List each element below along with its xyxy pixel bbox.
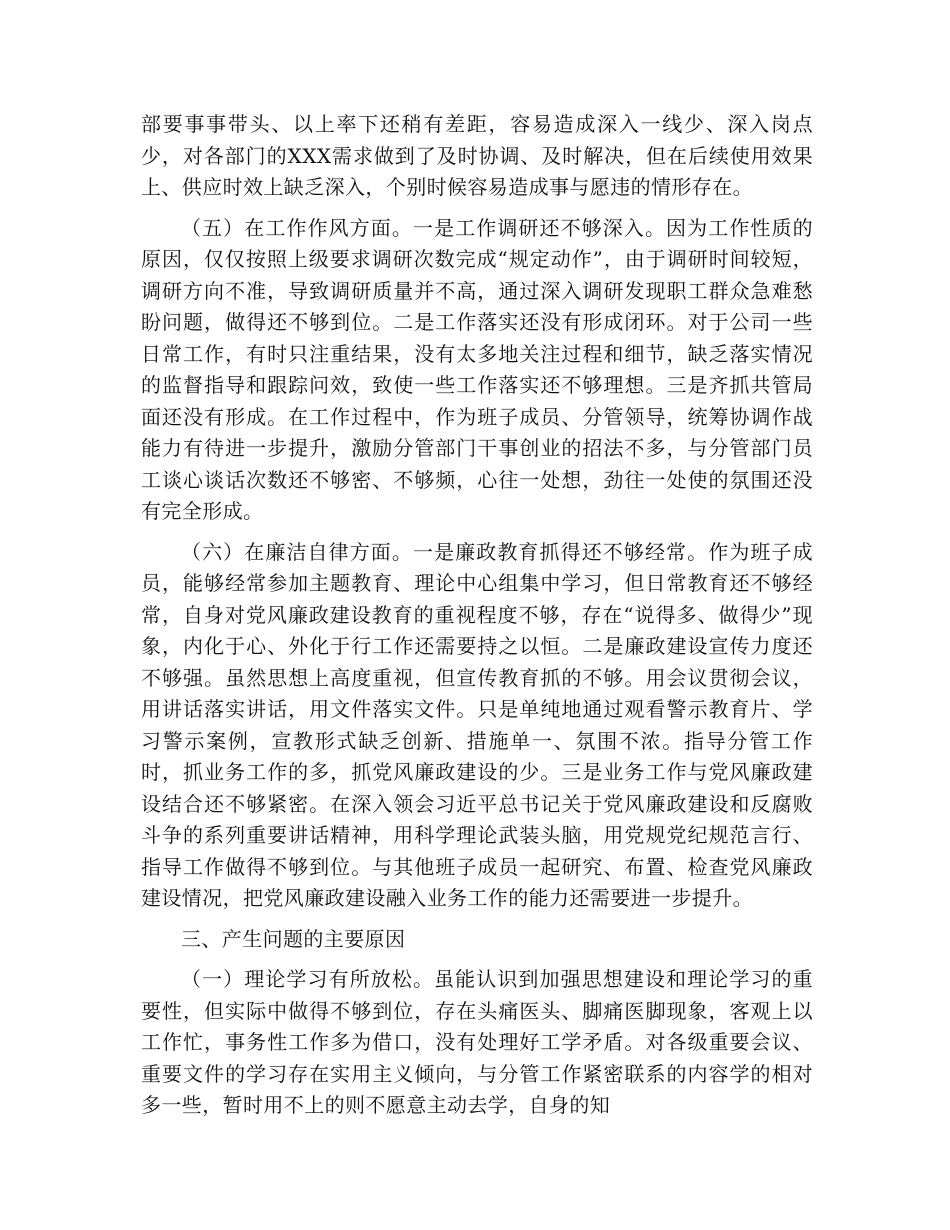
- paragraph-continuation: 部要事事带头、以上率下还稍有差距，容易造成深入一线少、深入岗点少，对各部门的XXX需求做到了及时协调、及时解决，但在后续使用效果上、供应时效上缺乏深入，个别时候容易造成事与愿违的情形存在。: [141, 112, 813, 199]
- section-heading-causes: 三、产生问题的主要原因: [181, 926, 406, 951]
- document-body: [141, 109, 813, 1131]
- paragraph-theory-study: （一）理论学习有所放松。虽能认识到加强思想建设和理论学习的重要性，但实际中做得不够到位，存在头痛医头、脚痛医脚现象，客观上以工作忙，事务性工作多为借口，没有处理好工学矛盾。对各级重要会议、重要文件的学习存在实用主义倾向，与分管工作紧密联系的内容学的相对多一些，暂时用不上的则不愿意主动去学，自身的知: [141, 967, 813, 1117]
- paragraph-work-style: （五）在工作作风方面。一是工作调研还不够深入。因为工作性质的原因，仅仅按照上级要求调研次数完成“规定动作”，由于调研时间较短，调研方向不准，导致调研质量并不高，通过深入调研发现职工群众急难愁盼问题，做得还不够到位。二是工作落实还没有形成闭环。对于公司一些日常工作，有时只注重结果，没有太多地关注过程和细节，缺乏落实情况的监督指导和跟踪问效，致使一些工作落实还不够理想。三是齐抓共管局面还没有形成。在工作过程中，作为班子成员、分管领导，统筹协调作战能力有待进一步提升，激励分管部门干事创业的招法不多，与分管部门员工谈心谈话次数还不够密、不够频，心往一处想，劲往一处使的氛围还没有完全形成。: [141, 215, 813, 523]
- paragraph-integrity: （六）在廉洁自律方面。一是廉政教育抓得还不够经常。作为班子成员，能够经常参加主题教育、理论中心组集中学习，但日常教育还不够经常，自身对党风廉政建设教育的重视程度不够，存在“说得多、做得少”现象，内化于心、外化于行工作还需要持之以恒。二是廉政建设宣传力度还不够强。虽然思想上高度重视，但宣传教育抓的不够。用会议贯彻会议，用讲话落实讲话，用文件落实文件。只是单纯地通过观看警示教育片、学习警示案例，宣教形式缺乏创新、措施单一、氛围不浓。指导分管工作时，抓业务工作的多，抓党风廉政建设的少。三是业务工作与党风廉政建设结合还不够紧密。在深入领会习近平总书记关于党风廉政建设和反腐败斗争的系列重要讲话精神，用科学理论武装头脑，用党规党纪规范言行、指导工作做得不够到位。与其他班子成员一起研究、布置、检查党风廉政建设情况，把党风廉政建设融入业务工作的能力还需要进一步提升。: [141, 539, 813, 910]
